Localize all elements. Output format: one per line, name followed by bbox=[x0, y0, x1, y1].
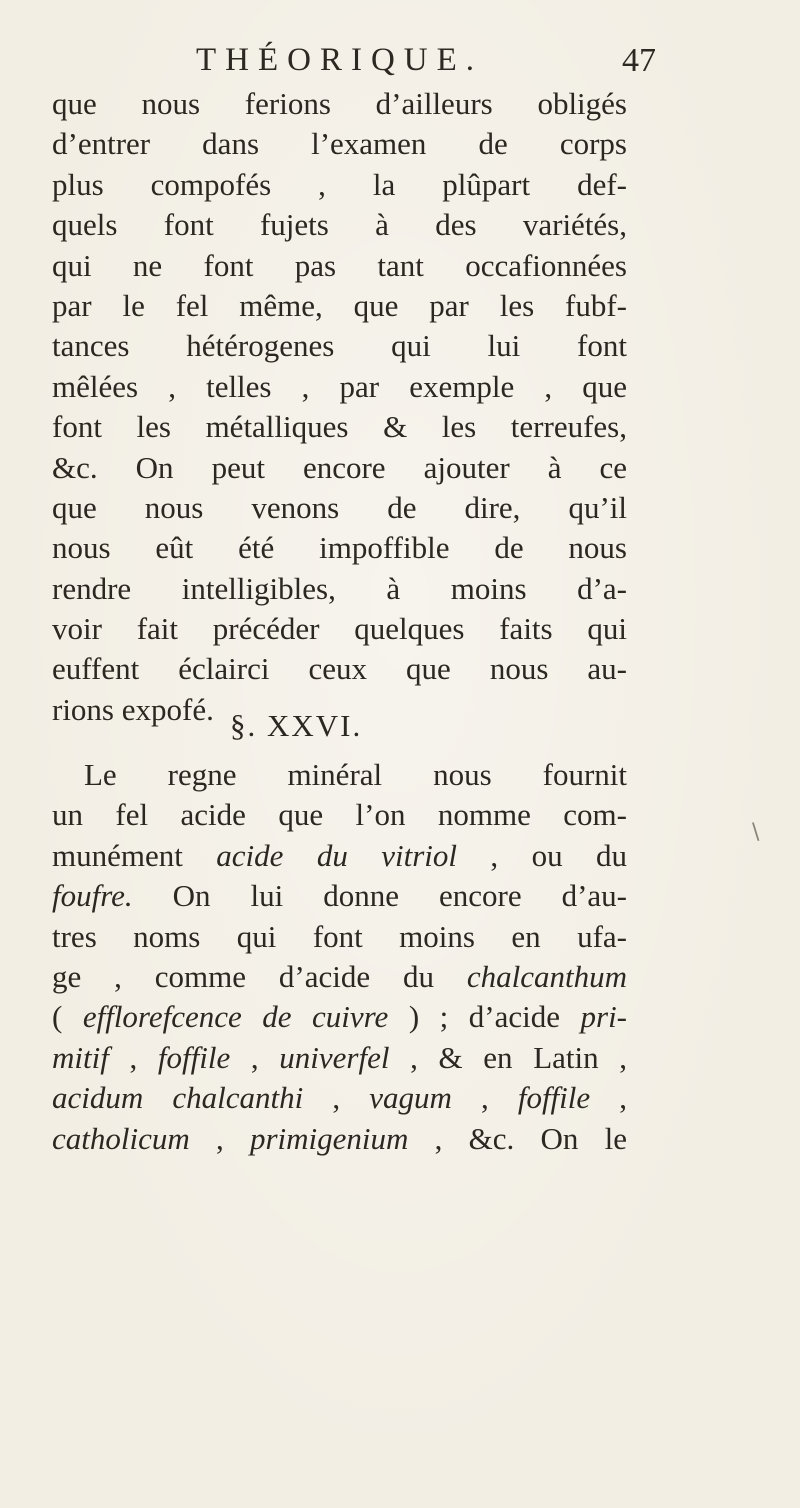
running-title: THÉORIQUE. bbox=[196, 42, 484, 78]
text-line: rions expofé. bbox=[52, 691, 214, 727]
text-line: tres noms qui font moins en ufa- bbox=[52, 918, 627, 954]
italic-term: univerfel bbox=[279, 1039, 390, 1075]
italic-term: acidum chalcanthi bbox=[52, 1080, 304, 1116]
page-number: 47 bbox=[622, 42, 656, 79]
text-line: Le regne minéral nous fournit bbox=[84, 757, 627, 792]
text-line: que nous venons de dire, qu’il bbox=[52, 489, 627, 525]
text-line bbox=[52, 1038, 627, 1078]
show-through-mark: \ bbox=[752, 820, 760, 845]
text-run: , & en Latin , bbox=[389, 1039, 628, 1075]
text-run: ge , comme d’acide du bbox=[52, 958, 467, 994]
italic-term: pri- bbox=[580, 999, 627, 1035]
section-heading: §. XXVI. bbox=[230, 708, 363, 743]
text-line: un fel acide que l’on nomme com- bbox=[52, 797, 627, 833]
text-run: On lui donne encore d’au- bbox=[132, 878, 627, 914]
italic-term: acide du vitriol bbox=[216, 837, 458, 873]
text-line: mêlées , telles , par exemple , que bbox=[52, 368, 627, 404]
italic-term: vagum bbox=[369, 1080, 452, 1116]
paragraph-1 bbox=[52, 84, 632, 730]
text-line: voir fait précéder quelques faits qui bbox=[52, 611, 627, 647]
italic-term: primigenium bbox=[249, 1120, 409, 1156]
text-line bbox=[52, 997, 627, 1037]
text-line: euffent éclairci ceux que nous au- bbox=[52, 651, 627, 687]
text-line: d’entrer dans l’examen de corps bbox=[52, 126, 627, 162]
text-line: que nous ferions d’ailleurs obligés bbox=[52, 86, 627, 121]
italic-term: foffile bbox=[517, 1080, 591, 1116]
text-run: ( bbox=[52, 999, 83, 1035]
text-line: qui ne font pas tant occafionnées bbox=[52, 247, 627, 283]
italic-term: foufre. bbox=[52, 878, 133, 914]
text-run: , &c. On le bbox=[408, 1120, 628, 1156]
text-line: &c. On peut encore ajouter à ce bbox=[52, 449, 627, 485]
text-line: rendre intelligibles, à moins d’a- bbox=[52, 570, 627, 606]
text-line: nous eût été impoffible de nous bbox=[52, 530, 627, 566]
paragraph-2 bbox=[52, 755, 632, 1159]
text-line bbox=[52, 1078, 627, 1118]
text-line bbox=[52, 1119, 627, 1159]
italic-term: mitif bbox=[52, 1039, 109, 1075]
text-line bbox=[52, 957, 627, 997]
text-run: , bbox=[590, 1080, 628, 1116]
text-run: , ou du bbox=[457, 837, 628, 873]
text-line bbox=[52, 836, 627, 876]
running-head bbox=[196, 38, 656, 88]
text-line bbox=[52, 876, 627, 916]
text-line: font les métalliques & les terreufes, bbox=[52, 409, 627, 445]
text-line: plus compofés , la plûpart def- bbox=[52, 166, 627, 202]
text-run: , bbox=[451, 1080, 518, 1116]
text-line: quels font fujets à des variétés, bbox=[52, 207, 627, 243]
text-run: munément bbox=[52, 837, 217, 873]
text-run: , bbox=[189, 1120, 250, 1156]
text-run: ) ; d’acide bbox=[388, 999, 581, 1035]
italic-term: catholicum bbox=[52, 1120, 190, 1156]
italic-term: chalcanthum bbox=[466, 958, 627, 994]
text-line: par le fel même, que par les fubf- bbox=[52, 287, 627, 323]
text-line: tances hétérogenes qui lui font bbox=[52, 328, 627, 364]
text-run: , bbox=[303, 1080, 370, 1116]
text-run: , bbox=[230, 1039, 280, 1075]
text-run: , bbox=[108, 1039, 158, 1075]
italic-term: foffile bbox=[157, 1039, 231, 1075]
italic-term: efflorefcence de cuivre bbox=[82, 999, 389, 1035]
